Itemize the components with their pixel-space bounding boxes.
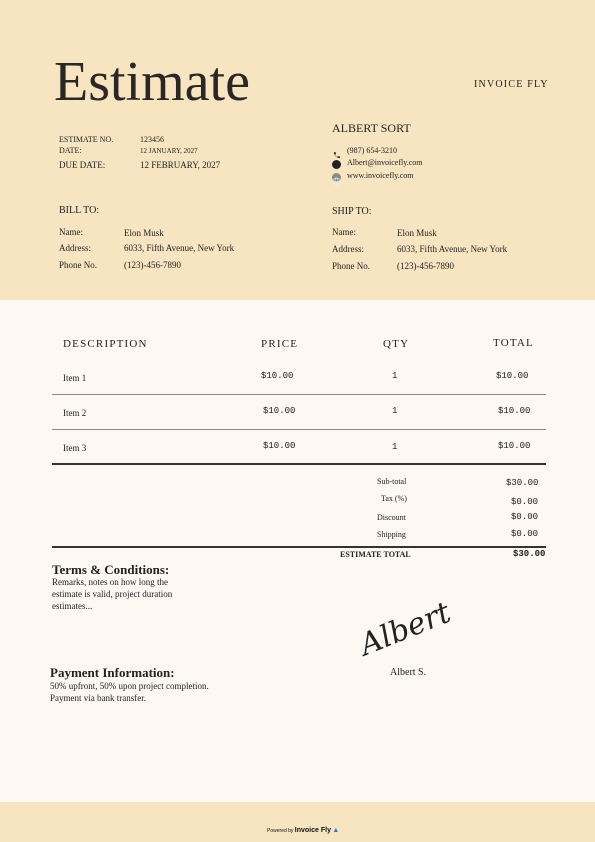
payment-heading: Payment Information: xyxy=(50,665,175,680)
col-header-description: DESCRIPTION xyxy=(63,338,148,350)
bill-to-phone: (123)-456-7890 xyxy=(124,260,181,270)
bill-to-name: Elon Musk xyxy=(124,228,164,238)
shipping-value: $0.00 xyxy=(511,529,539,539)
row-divider xyxy=(52,429,546,430)
powered-by-label: Powered by xyxy=(267,828,294,834)
shipping-label: Shipping xyxy=(377,530,406,539)
powered-by xyxy=(267,827,339,834)
row3-total: $10.00 xyxy=(498,441,531,451)
payment-line-2: Payment via bank transfer. xyxy=(50,693,146,703)
logo-icon: ▲ xyxy=(332,827,340,834)
ship-to-name: Elon Musk xyxy=(397,228,437,238)
row3-description: Item 3 xyxy=(63,443,87,453)
tax-value: $0.00 xyxy=(511,497,539,507)
bill-to-address: 6033, Fifth Avenue, New York xyxy=(124,243,235,253)
totals-rule xyxy=(52,546,546,548)
terms-line-3: estimates... xyxy=(52,601,93,611)
ship-to-phone-label: Phone No. xyxy=(332,261,370,271)
row2-total: $10.00 xyxy=(498,406,531,416)
row1-total: $10.00 xyxy=(496,371,529,381)
ship-to-heading: SHIP TO: xyxy=(332,206,372,217)
table-bottom-rule xyxy=(52,463,546,465)
row2-description: Item 2 xyxy=(63,408,87,418)
payment-line-1: 50% upfront, 50% upon project completion. xyxy=(50,681,209,691)
row1-qty: 1 xyxy=(392,371,398,381)
bill-to-phone-label: Phone No. xyxy=(59,260,97,270)
due-date-label: DUE DATE: xyxy=(59,160,106,170)
row1-description: Item 1 xyxy=(63,373,87,383)
email-icon xyxy=(332,160,341,169)
subtotal-value: $30.00 xyxy=(506,478,539,488)
ship-to-address: 6033, Fifth Avenue, New York xyxy=(397,244,508,254)
page-title: Estimate xyxy=(54,51,250,113)
estimate-total-value: $30.00 xyxy=(513,549,546,559)
row2-price: $10.00 xyxy=(263,406,296,416)
sender-phone: (987) 654-3210 xyxy=(347,146,397,155)
signer-name: Albert S. xyxy=(390,667,427,678)
ship-to-address-label: Address: xyxy=(332,244,364,254)
date-label: DATE: xyxy=(59,146,82,155)
signature: Albert xyxy=(354,595,456,663)
row2-qty: 1 xyxy=(392,406,398,416)
col-header-total: TOTAL xyxy=(493,337,534,349)
row1-price: $10.00 xyxy=(261,371,294,381)
ship-to-name-label: Name: xyxy=(332,227,356,237)
terms-line-1: Remarks, notes on how long the xyxy=(52,577,168,587)
due-date-value: 12 FEBRUARY, 2027 xyxy=(140,160,221,170)
discount-value: $0.00 xyxy=(511,512,539,522)
estimate-number-label: ESTIMATE NO. xyxy=(59,135,114,144)
bill-to-name-label: Name: xyxy=(59,227,83,237)
terms-line-2: estimate is valid, project duration xyxy=(52,589,173,599)
sender-email: Albert@invoicefly.com xyxy=(347,158,423,167)
footer-brand: Invoice Fly xyxy=(294,827,331,834)
bill-to-address-label: Address: xyxy=(59,243,91,253)
col-header-qty: QTY xyxy=(383,338,410,350)
date-value: 12 JANUARY, 2027 xyxy=(140,147,198,155)
brand-name: INVOICE FLY xyxy=(474,79,549,90)
footer-band xyxy=(0,802,595,842)
estimate-number: 123456 xyxy=(140,135,164,144)
bill-to-heading: BILL TO: xyxy=(59,205,100,216)
phone-icon xyxy=(332,147,341,156)
row3-price: $10.00 xyxy=(263,441,296,451)
terms-heading: Terms & Conditions: xyxy=(52,562,170,577)
col-header-price: PRICE xyxy=(261,338,299,350)
tax-label: Tax (%) xyxy=(381,494,407,503)
globe-icon xyxy=(332,173,341,182)
sender-website: www.invoicefly.com xyxy=(347,171,414,180)
estimate-total-label: ESTIMATE TOTAL xyxy=(340,550,411,559)
row-divider xyxy=(52,394,546,395)
row3-qty: 1 xyxy=(392,442,398,452)
sender-name: ALBERT SORT xyxy=(332,121,411,135)
ship-to-phone: (123)-456-7890 xyxy=(397,261,454,271)
header-band xyxy=(0,0,595,300)
subtotal-label: Sub-total xyxy=(377,477,407,486)
discount-label: Discount xyxy=(377,513,406,522)
